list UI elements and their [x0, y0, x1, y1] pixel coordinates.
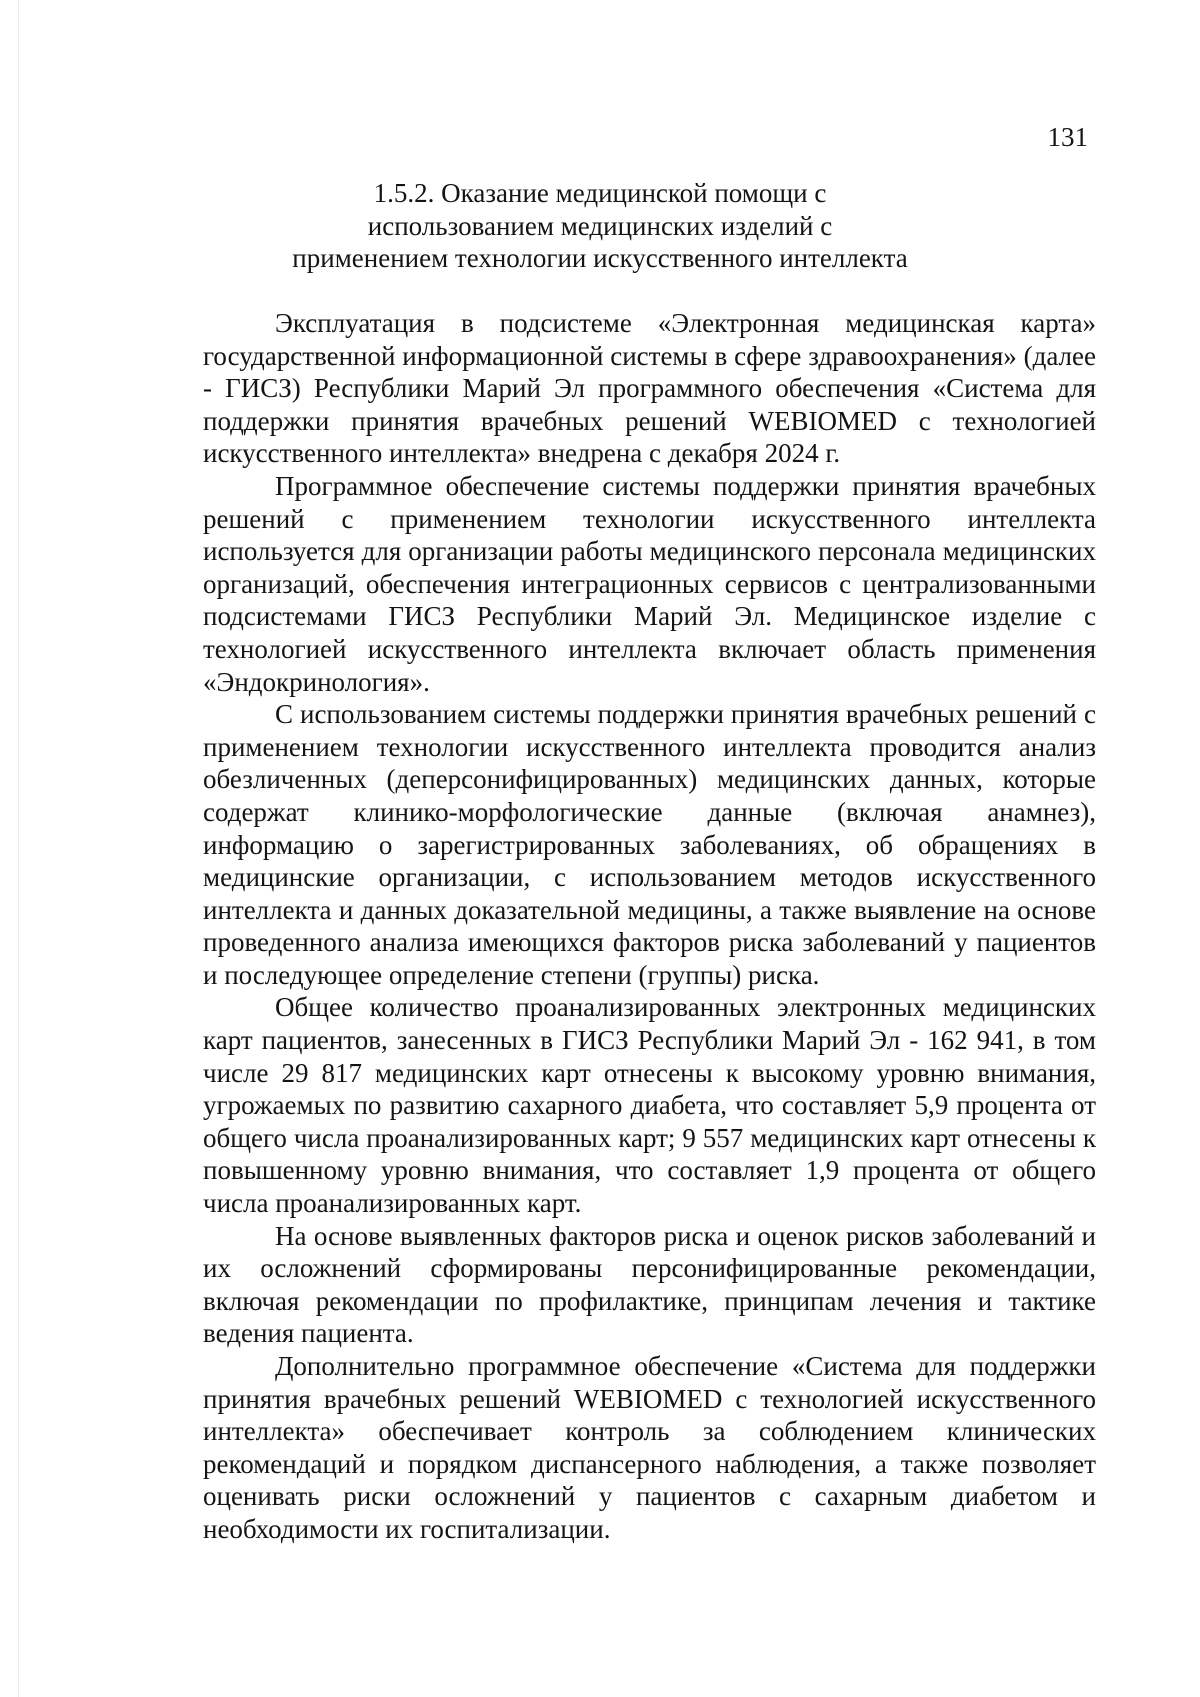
- paragraph: Программное обеспечение системы поддержки принятия врачебных решений с применением технологии искусственного интеллекта используется для организации работы медицинского персонала медицинских организаций, обеспечения интеграционных сервисов с централизованными подсистемами ГИСЗ Республики Марий Эл. Медицинское изделие с технологией искусственного интеллекта включает область применения «Эндокринология».: [203, 470, 1096, 697]
- body-text: [203, 307, 1096, 1546]
- paragraph: Эксплуатация в подсистеме «Электронная медицинская карта» государственной информационной системы в сфере здравоохранения» (далее - ГИСЗ) Республики Марий Эл программного обеспечения «Система для поддержки принятия врачебных решений WEBIOMED с технологией искусственного интеллекта» внедрена с декабря 2024 г.: [203, 308, 1096, 469]
- page-number: 131: [1047, 122, 1088, 152]
- scan-margin-line: [18, 0, 19, 1697]
- paragraph: Общее количество проанализированных электронных медицинских карт пациентов, занесенных в ГИСЗ Республики Марий Эл - 162 941, в том числе 29 817 медицинских карт отнесены к высокому уровню внимания, угрожаемых по развитию сахарного диабета, что составляет 5,9 процента от общего числа проанализированных карт; 9 557 медицинских карт отнесены к повышенному уровню внимания, что составляет 1,9 процента от общего числа проанализированных карт.: [203, 992, 1096, 1219]
- paragraph: На основе выявленных факторов риска и оценок рисков заболеваний и их осложнений сформированы персонифицированные рекомендации, включая рекомендации по профилактике, принципам лечения и тактике ведения пациента.: [203, 1220, 1096, 1349]
- section-heading: 1.5.2. Оказание медицинской помощи с использованием медицинских изделий с применением технологии искусственного интеллекта: [292, 178, 908, 273]
- paragraph: Дополнительно программное обеспечение «Система для поддержки принятия врачебных решений WEBIOMED с технологией искусственного интеллекта» обеспечивает контроль за соблюдением клинических рекомендаций и порядком диспансерного наблюдения, а также позволяет оценивать риски осложнений у пациентов с сахарным диабетом и необходимости их госпитализации.: [203, 1351, 1096, 1544]
- paragraph: С использованием системы поддержки принятия врачебных решений с применением технологии искусственного интеллекта проводится анализ обезличенных (деперсонифицированных) медицинских данных, которые содержат клинико-морфологические данные (включая анамнез), информацию о зарегистрированных заболеваниях, об обращениях в медицинские организации, с использованием методов искусственного интеллекта и данных доказательной медицины, а также выявление на основе проведенного анализа имеющихся факторов риска заболеваний у пациентов и последующее определение степени (группы) риска.: [203, 699, 1096, 990]
